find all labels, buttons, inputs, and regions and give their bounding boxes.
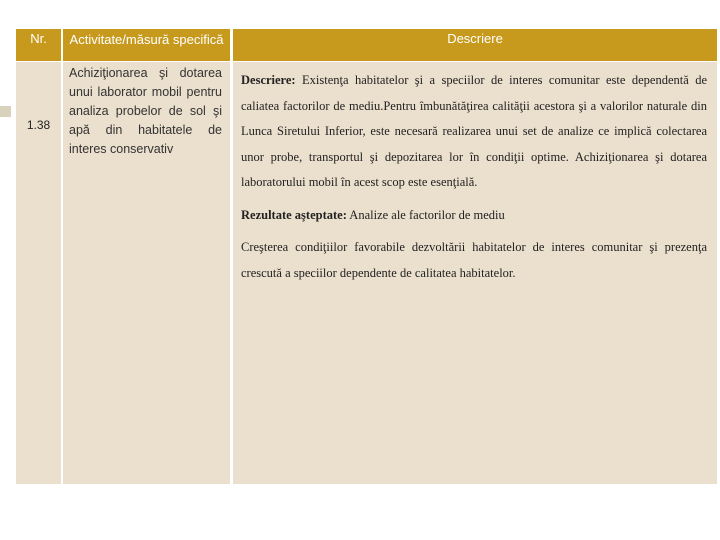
row-nr-cell bbox=[16, 62, 61, 484]
expected-results-text: Analize ale factorilor de mediu bbox=[346, 207, 505, 222]
description-intro bbox=[241, 68, 707, 196]
header-nr-cell bbox=[16, 29, 61, 61]
header-activity: Activitate/măsură specifică bbox=[69, 32, 224, 47]
description-body bbox=[241, 68, 707, 286]
expected-results bbox=[241, 203, 707, 229]
row-activity-cell bbox=[63, 62, 230, 484]
header-activity-cell bbox=[63, 29, 230, 61]
expected-outcome: Creşterea condiţiilor favorabile dezvoltării habitatelor de interes comunitar şi prezenţa crescută a speciilor dependente de calitatea habitatelor. bbox=[241, 240, 707, 280]
row-nr: 1.38 bbox=[26, 118, 51, 132]
description-intro-text: Existenţa habitatelor şi a speciilor de interes comunitar este dependentă de caliatea factorilor de mediu.Pentru îmbunătăţirea calităţii acestora şi a valorilor naturale din Lunca Siretului Inferior, este necesară realizarea unui set de analize ce implică colectarea unor probe, transportul şi depozitarea lor în condiţii optime. Achiziţionarea şi dotarea laboratorului mobil în acest scop este esenţială. bbox=[241, 73, 707, 189]
header-nr: Nr. bbox=[30, 31, 47, 46]
row-activity: Achiziţionarea şi dotarea unui laborator mobil pentru analiza probelor de sol şi apă din habitatele de interes conservativ bbox=[69, 66, 222, 156]
header-description: Descriere bbox=[447, 31, 503, 46]
expected-results-label: Rezultate aşteptate: bbox=[241, 207, 347, 222]
row-description-cell bbox=[233, 62, 717, 484]
description-intro-label: Descriere: bbox=[241, 73, 296, 87]
header-description-cell bbox=[233, 29, 717, 61]
